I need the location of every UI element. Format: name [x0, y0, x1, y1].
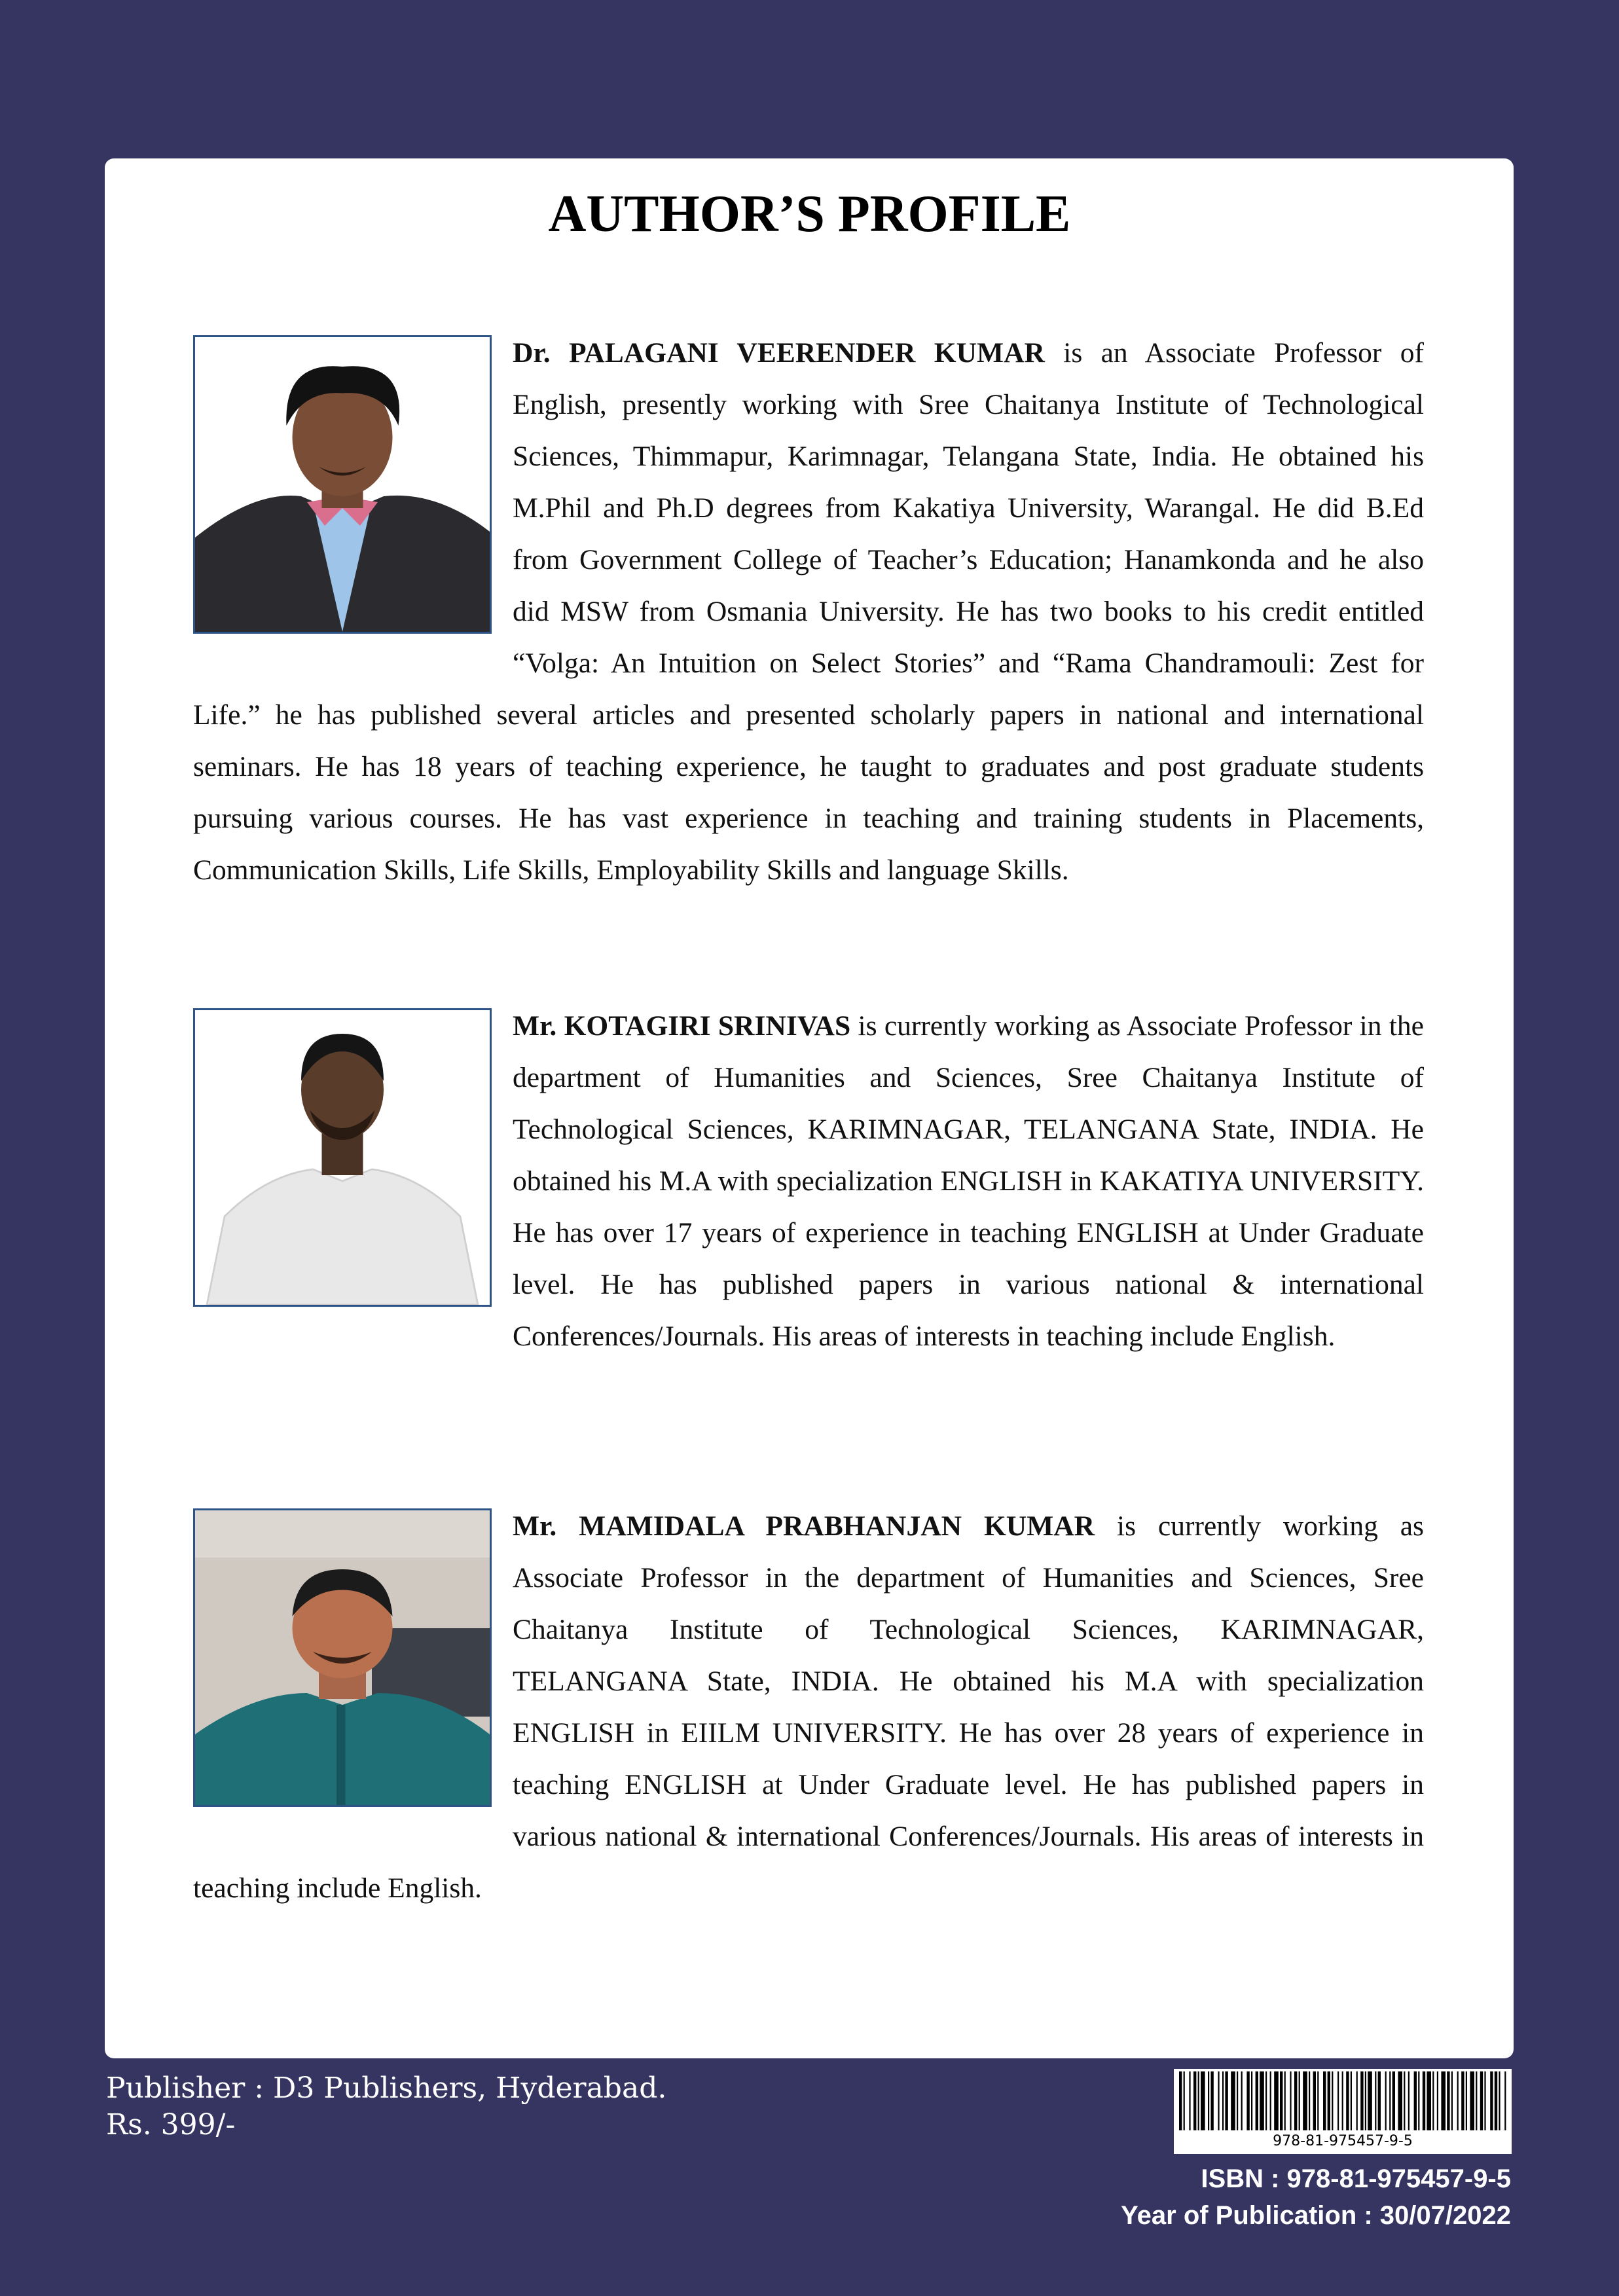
- author-profile-2: [193, 1000, 1424, 1362]
- author-name-3: Mr. MAMIDALA PRABHANJAN KUMAR: [513, 1510, 1095, 1542]
- isbn-info: [1121, 2160, 1511, 2234]
- author-bio-3: is currently working as Associate Professor in the department of Humanities and Sciences, Sree Chaitanya Institute of Technological Sciences, KARIMNAGAR, TELANGANA State, INDIA. He obtained his M.A with specialization ENGLISH in EIILM UNIVERSITY. He has over 28 years of experience in teaching ENGLISH at Under Graduate level. He has published papers in various national & international Conferences/Journals. His areas of interests in teaching include English.: [193, 1510, 1424, 1904]
- publisher-label: Publisher : D3 Publishers, Hyderabad.: [106, 2071, 667, 2105]
- page-title: AUTHOR’S PROFILE: [548, 185, 1071, 243]
- author-bio-1: is an Associate Professor of English, presently working with Sree Chaitanya Institute of Technological Sciences, Thimmapur, Karimnagar, Telangana State, India. He obtained his M.Phil and Ph.D degrees from Kakatiya University, Warangal. He did B.Ed from Government College of Teacher’s Education; Hanamkonda and he also did MSW from Osmania University. He has two books to his credit entitled “Volga: An Intuition on Select Stories” and “Rama Chandramouli: Zest for Life.” he has published several articles and presented scholarly papers in national and international seminars. He has 18 years of teaching experience, he taught to graduates and post graduate students pursuing various courses. He has vast experience in teaching and training students in Placements, Communication Skills, Life Skills, Employability Skills and language Skills.: [193, 337, 1424, 886]
- author-photo-1: [193, 335, 492, 634]
- isbn-barcode: [1174, 2069, 1512, 2154]
- isbn-label: ISBN : 978-81-975457-9-5: [1201, 2164, 1511, 2193]
- author-profile-3: [193, 1501, 1424, 1914]
- barcode-bars: [1174, 2069, 1512, 2133]
- barcode-number: 978-81-975457-9-5: [1273, 2133, 1413, 2149]
- publisher-info: [106, 2070, 666, 2143]
- author-photo-3: [193, 1508, 492, 1807]
- author-profile-1: [193, 327, 1424, 896]
- author-photo-2: [193, 1008, 492, 1307]
- author-name-2: Mr. KOTAGIRI SRINIVAS: [513, 1010, 851, 1042]
- author-bio-2: is currently working as Associate Professor in the department of Humanities and Sciences, Sree Chaitanya Institute of Technological Sciences, KARIMNAGAR, TELANGANA State, INDIA. He obtained his M.A with specialization ENGLISH in KAKATIYA UNIVERSITY. He has over 17 years of experience in teaching ENGLISH at Under Graduate level. He has published papers in various national & international Conferences/Journals. His areas of interests in teaching include English.: [513, 1010, 1424, 1352]
- author-name-1: Dr. PALAGANI VEERENDER KUMAR: [513, 337, 1045, 369]
- publication-year-label: Year of Publication : 30/07/2022: [1121, 2201, 1511, 2230]
- price-label: Rs. 399/-: [106, 2108, 236, 2141]
